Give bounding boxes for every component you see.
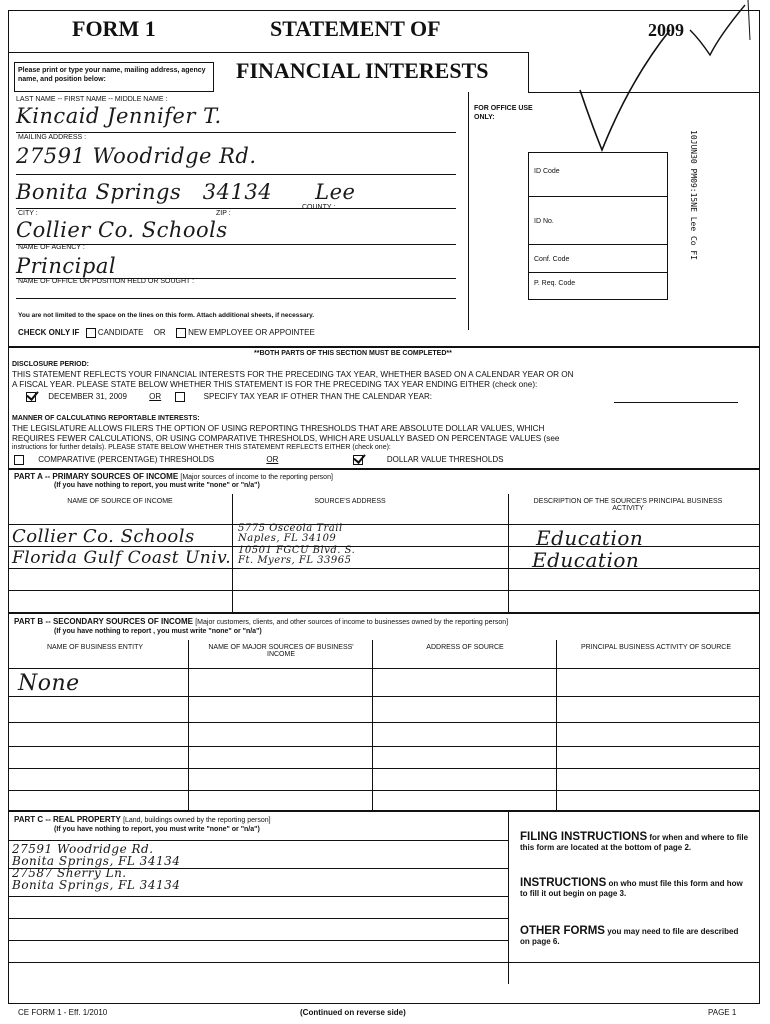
part-a-row1-desc[interactable]: Education (536, 526, 644, 550)
county-label: COUNTY : (302, 204, 336, 211)
city-label: CITY : (18, 210, 38, 217)
new-employee-label: NEW EMPLOYEE OR APPOINTEE (188, 328, 315, 338)
part-a-heading: PART A -- PRIMARY SOURCES OF INCOME (14, 472, 179, 481)
part-a-row-line-1 (8, 524, 760, 525)
position-value[interactable]: Principal (16, 254, 117, 278)
dec31-checkbox[interactable] (26, 392, 36, 402)
part-c-line1-value[interactable]: 27591 Woodridge Rd. (12, 842, 154, 856)
manner-or-label: OR (266, 455, 279, 465)
part-c-heading-note: [Land, buildings owned by the reporting person] (123, 817, 271, 824)
title-line1: STATEMENT OF (270, 16, 441, 41)
part-c-line-4 (8, 918, 508, 919)
city-zip-value[interactable]: Bonita Springs 34134 Lee (16, 180, 356, 204)
name-line (16, 132, 456, 133)
header-divider (8, 52, 528, 53)
part-a-row2-addr1[interactable]: 10501 FGCU Blvd. S. (238, 545, 356, 556)
not-limited-note: You are not limited to the space on the lines on this form. Attach additional sheets, if necessary. (18, 312, 315, 319)
footer-continued: (Continued on reverse side) (300, 1008, 406, 1017)
address-label: MAILING ADDRESS : (18, 134, 87, 141)
part-a-heading-note: [Major sources of income to the reporting person] (180, 474, 333, 481)
position-bottom-line (16, 298, 456, 299)
part-c-subheading: (If you have nothing to report, you must write "none" or "n/a") (54, 826, 260, 833)
checkmark-drawing (560, 0, 760, 160)
part-b-value[interactable]: None (18, 671, 80, 696)
part-a-row1-name[interactable]: Collier Co. Schools (12, 526, 195, 547)
part-c-heading: PART C -- REAL PROPERTY (14, 815, 121, 824)
part-a-col2: SOURCE'S ADDRESS (314, 498, 386, 505)
part-b-col-divider-3 (556, 640, 557, 810)
part-b-col-divider-2 (372, 640, 373, 810)
period-heading: DISCLOSURE PERIOD: (12, 361, 90, 368)
part-a-col-divider-2 (508, 494, 509, 612)
new-employee-checkbox[interactable] (176, 328, 186, 338)
part-b-col3: ADDRESS OF SOURCE (426, 644, 504, 651)
name-label: LAST NAME -- FIRST NAME -- MIDDLE NAME : (16, 96, 168, 103)
part-b-row-line-5 (8, 768, 760, 769)
part-b-heading-note: [Major customers, clients, and other sources of income to businesses owned by the reporting person] (195, 619, 509, 626)
comparative-label: COMPARATIVE (PERCENTAGE) THRESHOLDS (38, 455, 215, 465)
name-value[interactable]: Kincaid Jennifer T. (16, 104, 222, 128)
part-b-col-divider-1 (188, 640, 189, 810)
dollar-label: DOLLAR VALUE THRESHOLDS (386, 455, 504, 465)
part-a-heading-row (14, 472, 333, 481)
manner-heading: MANNER OF CALCULATING REPORTABLE INTERESTS: (12, 415, 200, 422)
part-a-row-line-3 (8, 568, 760, 569)
received-stamp: 10JUN30 PM09:15NE Lee Co FI (689, 130, 698, 261)
form-number: FORM 1 (72, 16, 156, 41)
dec31-label: DECEMBER 31, 2009 (48, 392, 127, 402)
filing-instructions-text: for when and where to file this form are located at the bottom of page 2. (520, 833, 749, 852)
part-c-divider (508, 810, 509, 984)
office-use-label: FOR OFFICE USE ONLY: (474, 105, 533, 121)
city-line (16, 208, 456, 209)
part-b-top-line (8, 612, 760, 614)
who-instructions-text: on who must file this form and how to fill it out begin on page 3. (520, 879, 743, 898)
footer-form-id: CE FORM 1 - Eff. 1/2010 (18, 1008, 108, 1017)
part-a-col1: NAME OF SOURCE OF INCOME (67, 498, 173, 505)
part-c-line2-value[interactable]: Bonita Springs, FL 34134 (12, 854, 181, 868)
part-b-row-line-6 (8, 790, 760, 791)
part-c-line-3 (8, 896, 508, 897)
part-a-row1-addr1[interactable]: 5775 Osceola Trail (238, 523, 343, 534)
part-b-row-line-4 (8, 746, 760, 747)
comparative-checkbox[interactable] (14, 455, 24, 465)
check-only-label: CHECK ONLY IF (18, 328, 80, 338)
id-no-label: ID No. (534, 218, 554, 225)
who-instructions (520, 878, 750, 899)
part-b-heading: PART B -- SECONDARY SOURCES OF INCOME (14, 617, 193, 626)
both-parts-notice: **BOTH PARTS OF THIS SECTION MUST BE COMPLETED** (254, 350, 452, 357)
agency-label: NAME OF AGENCY : (18, 244, 85, 251)
part-a-row-line-4 (8, 590, 760, 591)
period-or-label: OR (149, 392, 162, 402)
part-b-heading-row (14, 617, 508, 626)
conf-code-label: Conf. Code (534, 256, 570, 263)
period-options-row (26, 392, 432, 402)
specify-line (614, 402, 738, 403)
part-a-row2-desc[interactable]: Education (532, 548, 640, 572)
office-divider (468, 92, 469, 330)
specify-label: SPECIFY TAX YEAR IF OTHER THAN THE CALENDAR YEAR: (203, 392, 432, 402)
part-c-heading-row (14, 815, 271, 824)
manner-text-3: instructions for further details). PLEASE STATE BELOW WHETHER THIS STATEMENT REFLECTS EITHER (check one): (12, 444, 391, 451)
id-no-line (528, 244, 668, 245)
address-value[interactable]: 27591 Woodridge Rd. (16, 144, 257, 168)
period-text-2: A FISCAL YEAR. PLEASE STATE BELOW WHETHER THIS STATEMENT IS FOR THE PRECEDING TAX YEAR ENDING EITHER (check one): (12, 380, 538, 389)
other-forms (520, 926, 750, 947)
candidate-label: CANDIDATE (97, 328, 144, 338)
part-c-line-6 (8, 962, 760, 963)
footer-page: PAGE 1 (708, 1008, 737, 1017)
part-a-row2-name[interactable]: Florida Gulf Coast Univ. (12, 548, 232, 568)
part-a-top-line (8, 468, 760, 470)
year: 2009 (648, 20, 684, 40)
part-c-line-5 (8, 940, 508, 941)
part-b-col4: PRINCIPAL BUSINESS ACTIVITY OF SOURCE (580, 644, 731, 651)
part-b-col2: NAME OF MAJOR SOURCES OF BUSINESS' INCOME (208, 644, 354, 658)
other-forms-title: OTHER FORMS (520, 925, 605, 937)
instruction-text: Please print or type your name, mailing address, agency name, and position below: (18, 67, 206, 83)
manner-text-1: THE LEGISLATURE ALLOWS FILERS THE OPTION OF USING REPORTING THRESHOLDS THAT ARE ABSOLUTE DOLLAR VALUES, WHICH (12, 424, 545, 433)
period-text-1: THIS STATEMENT REFLECTS YOUR FINANCIAL INTERESTS FOR THE PRECEDING TAX YEAR, WHETHER BASED ON A CALENDAR YEAR OR ON (12, 370, 574, 379)
id-code-label: ID Code (534, 168, 560, 175)
disclosure-top-line (8, 346, 760, 348)
id-code-line (528, 196, 668, 197)
part-b-subheading: (If you have nothing to report , you must write "none" or "n/a") (54, 628, 262, 635)
address-line (16, 174, 456, 175)
part-a-subheading: (If you have nothing to report, you must write "none" or "n/a") (54, 482, 260, 489)
part-c-top-line (8, 810, 760, 812)
part-b-col1: NAME OF BUSINESS ENTITY (46, 644, 144, 651)
specify-checkbox[interactable] (175, 392, 185, 402)
part-a-row2-addr2[interactable]: Ft. Myers, FL 33965 (238, 555, 352, 566)
title-line2: FINANCIAL INTERESTS (236, 58, 489, 83)
part-c-line-1 (8, 840, 508, 841)
part-b-row-line-1 (8, 668, 760, 669)
filing-instructions (520, 832, 750, 853)
year-box-left (528, 52, 529, 92)
manner-text-2: REQUIRES FEWER CALCULATIONS, OR USING COMPARATIVE THRESHOLDS, WHICH ARE USUALLY BASED ON PERCENTAGE VALUES (see (12, 434, 560, 443)
dollar-checkbox[interactable] (353, 455, 363, 465)
check-only-row (18, 328, 315, 338)
zip-label: ZIP : (216, 210, 231, 217)
agency-value[interactable]: Collier Co. Schools (16, 218, 228, 242)
other-forms-text: you may need to file are described on page 6. (520, 927, 739, 946)
part-c-line4-value[interactable]: Bonita Springs, FL 34134 (12, 878, 181, 892)
check-or-label: OR (153, 328, 166, 338)
part-b-row-line-3 (8, 722, 760, 723)
part-a-col3: DESCRIPTION OF THE SOURCE'S PRINCIPAL BUSINESS ACTIVITY (533, 498, 723, 512)
manner-options-row (14, 455, 503, 465)
p-req-code-label: P. Req. Code (534, 280, 576, 287)
conf-code-line (528, 272, 668, 273)
filing-instructions-title: FILING INSTRUCTIONS (520, 831, 648, 843)
part-a-row1-addr2[interactable]: Naples, FL 34109 (238, 533, 337, 544)
part-c-line3-value[interactable]: 27587 Sherry Ln. (12, 866, 127, 880)
who-instructions-title: INSTRUCTIONS (520, 877, 607, 889)
candidate-checkbox[interactable] (86, 328, 96, 338)
position-label: NAME OF OFFICE OR POSITION HELD OR SOUGHT : (18, 278, 195, 285)
part-b-row-line-2 (8, 696, 760, 697)
part-a-col-divider-1 (232, 494, 233, 612)
